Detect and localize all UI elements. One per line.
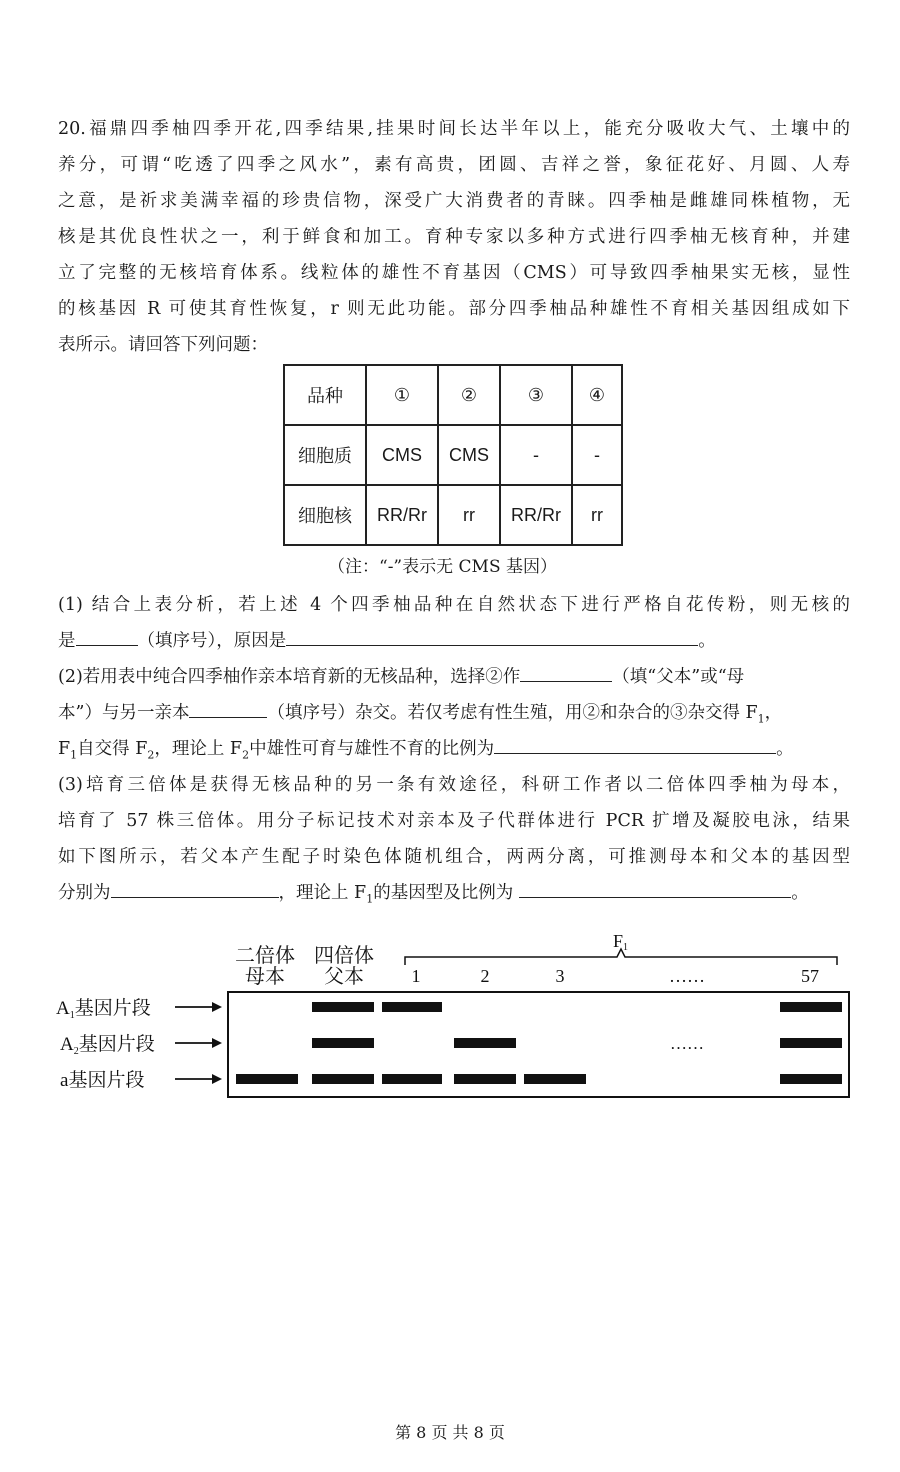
gel-band	[780, 1002, 842, 1012]
gel-band	[312, 1038, 374, 1048]
q3-line: 分别为 ，理论上 $F_1$的基因型及比例为 。	[58, 875, 850, 911]
gel-band	[312, 1002, 374, 1012]
table-cell: -	[500, 425, 572, 485]
gene-table	[283, 364, 623, 546]
gel-electrophoresis-diagram	[50, 925, 855, 1105]
gel-band	[382, 1002, 442, 1012]
gel-band	[454, 1074, 516, 1084]
answer-blank[interactable]	[286, 627, 698, 646]
f1-label: F1	[613, 931, 629, 953]
svg-text:A2基因片段: $A_2$基因片段	[60, 1034, 155, 1057]
lane-number: 2	[480, 966, 490, 986]
intro-line: 养分，可谓“吃透了四季之风水”，素有高贵，团圆、吉祥之誉，象征花好、月圆、人寿	[58, 155, 850, 175]
answer-blank[interactable]	[494, 735, 776, 754]
f1-bracket	[405, 949, 837, 965]
table-note: （注：“-”表示无 CMS 基因）	[328, 557, 557, 577]
answer-blank[interactable]	[111, 879, 279, 898]
table-cell: ②	[438, 365, 500, 425]
q3-line: 培育了 57 株三倍体。用分子标记技术对亲本及子代群体进行 PCR 扩增及凝胶电泳，结果	[58, 811, 850, 831]
intro-line: 之意，是祈求美满幸福的珍贵信物，深受广大消费者的青睐。四季柚是雌雄同株植物，无	[58, 191, 850, 211]
row-label-a	[60, 1069, 222, 1091]
intro-line: 的核基因 R 可使其育性恢复，r 则无此功能。部分四季柚品种雄性不育相关基因组成如下	[58, 299, 850, 319]
gel-band	[780, 1038, 842, 1048]
lane-number: 3	[555, 966, 565, 986]
answer-blank[interactable]	[520, 663, 612, 682]
table-cell: RR/Rr	[366, 485, 438, 545]
table-row	[284, 485, 622, 545]
answer-blank[interactable]	[519, 879, 791, 898]
q2-line: $F_1$自交得 $F_2$，理论上 $F_2$中雄性可育与雄性不育的比例为 。	[58, 731, 850, 767]
mother-label: 母本	[245, 966, 285, 988]
table-row	[284, 365, 622, 425]
table-cell: RR/Rr	[500, 485, 572, 545]
q1-line: (1) 结合上表分析，若上述 4 个四季柚品种在自然状态下进行严格自花传粉，则无核的	[58, 595, 850, 615]
table-cell: ③	[500, 365, 572, 425]
q1-line: 是 （填序号），原因是 。	[58, 623, 850, 659]
father-type-label: 四倍体	[314, 945, 374, 967]
arrow-head-icon	[212, 1002, 222, 1012]
table-cell: -	[572, 425, 622, 485]
q2-line: 本”）与另一亲本 （填序号）杂交。若仅考虑有性生殖，用②和杂合的③杂交得 $F_1$，	[58, 695, 850, 731]
lane-number: 57	[801, 966, 819, 986]
table-cell: rr	[572, 485, 622, 545]
table-cell: CMS	[438, 425, 500, 485]
lane-number: ……	[669, 966, 705, 986]
gel-band	[382, 1074, 442, 1084]
table-cell: 细胞质	[284, 425, 366, 485]
mother-type-label: 二倍体	[235, 945, 295, 967]
table-cell: ①	[366, 365, 438, 425]
q3-line: (3)培育三倍体是获得无核品种的另一条有效途径，科研工作者以二倍体四季柚为母本，	[58, 775, 850, 795]
lane-number: 1	[411, 966, 421, 986]
q2-line: (2)若用表中纯合四季柚作亲本培育新的无核品种，选择②作 （填“父本”或“母	[58, 659, 850, 695]
questions	[58, 587, 850, 911]
arrow-head-icon	[212, 1038, 222, 1048]
table-cell: 细胞核	[284, 485, 366, 545]
intro-line: 20.福鼎四季柚四季开花,四季结果,挂果时间长达半年以上，能充分吸收大气、土壤中的	[58, 119, 850, 139]
table-cell: 品种	[284, 365, 366, 425]
gel-band	[524, 1074, 586, 1084]
page-footer: 第 8 页 共 8 页	[395, 1423, 505, 1442]
row-ellipsis: ……	[670, 1034, 704, 1053]
gel-band	[236, 1074, 298, 1084]
answer-blank[interactable]	[189, 699, 267, 718]
table-cell: CMS	[366, 425, 438, 485]
father-label: 父本	[324, 966, 364, 988]
svg-text:A1基因片段: $A_1$基因片段	[56, 998, 151, 1021]
table-cell: rr	[438, 485, 500, 545]
q3-line: 如下图所示，若父本产生配子时染色体随机组合，两两分离，可推测母本和父本的基因型	[58, 847, 850, 867]
gel-bands	[236, 1002, 842, 1084]
answer-blank[interactable]	[76, 627, 138, 646]
arrow-head-icon	[212, 1074, 222, 1084]
table-row	[284, 425, 622, 485]
row-label-a1	[56, 997, 222, 1021]
question-intro	[58, 111, 850, 363]
intro-line: 核是其优良性状之一，利于鲜食和加工。育种专家以多种方式进行四季柚无核育种，并建	[58, 227, 850, 247]
gel-band	[454, 1038, 516, 1048]
intro-line: 表所示。请回答下列问题：	[58, 335, 268, 355]
intro-line: 立了完整的无核培育体系。线粒体的雄性不育基因（CMS）可导致四季柚果实无核，显性	[58, 263, 850, 283]
row-label-a2	[60, 1033, 222, 1057]
svg-text:a基因片段: a基因片段	[60, 1070, 145, 1091]
table-cell: ④	[572, 365, 622, 425]
gel-band	[312, 1074, 374, 1084]
gel-band	[780, 1074, 842, 1084]
